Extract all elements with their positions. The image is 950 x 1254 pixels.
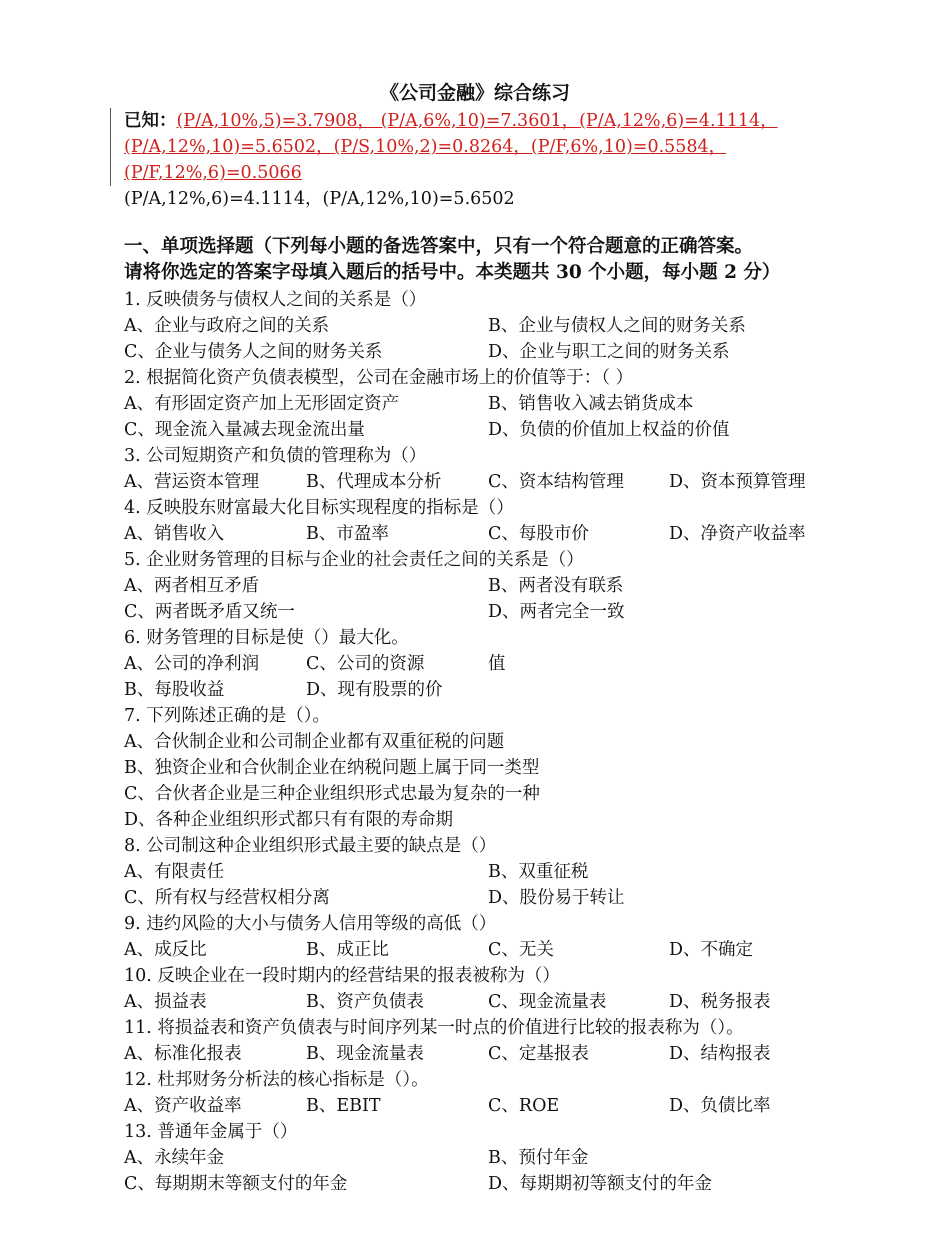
option-text: B、现金流量表 <box>306 1044 424 1064</box>
options-row <box>124 339 844 365</box>
option-text: C、每期期末等额支付的年金 <box>124 1174 348 1194</box>
option-text: C、现金流入量减去现金流出量 <box>124 420 365 440</box>
question-line <box>124 547 844 573</box>
option-text: A、永续年金 <box>124 1148 225 1168</box>
question-line <box>124 625 844 651</box>
options-row <box>124 521 844 547</box>
options-row <box>124 1145 844 1171</box>
option-text: 值 <box>488 654 506 674</box>
option-text: B、企业与债权人之间的财务关系 <box>488 316 746 336</box>
question-line <box>124 833 844 859</box>
option-text: B、双重征税 <box>488 862 589 882</box>
question-text: 7. 下列陈述正确的是（）。 <box>124 706 331 726</box>
option-text: D、资本预算管理 <box>669 472 806 492</box>
question-text: D、各种企业组织形式都只有有限的寿命期 <box>124 810 454 830</box>
options-row <box>124 313 844 339</box>
known-line-1 <box>124 108 824 134</box>
revision-change-bar <box>110 108 111 186</box>
known-red-text-2: (P/A,12%,10)=5.6502，(P/S,10%,2)=0.8264，(P/F,6%,10)=0.5584， <box>124 137 727 157</box>
option-text: A、公司的净利润 <box>124 654 260 674</box>
question-text: 10. 反映企业在一段时期内的经营结果的报表被称为（） <box>124 966 560 986</box>
option-text: A、有形固定资产加上无形固定资产 <box>124 394 400 414</box>
options-row <box>124 1171 844 1197</box>
option-text: C、企业与债务人之间的财务关系 <box>124 342 383 362</box>
option-text: A、两者相互矛盾 <box>124 576 260 596</box>
question-line <box>124 1015 844 1041</box>
option-text: B、两者没有联系 <box>488 576 624 596</box>
option-text: D、企业与职工之间的财务关系 <box>488 342 730 362</box>
question-line <box>124 755 844 781</box>
option-text: B、每股收益 <box>124 680 225 700</box>
options-row <box>124 885 844 911</box>
option-text: A、有限责任 <box>124 862 225 882</box>
question-line <box>124 1067 844 1093</box>
option-text: C、现金流量表 <box>488 992 607 1012</box>
option-text: C、定基报表 <box>488 1044 589 1064</box>
question-list <box>124 287 844 1197</box>
option-text: A、损益表 <box>124 992 207 1012</box>
option-text: D、股份易于转让 <box>488 888 625 908</box>
option-text: B、预付年金 <box>488 1148 589 1168</box>
options-row <box>124 1041 844 1067</box>
question-text: 1. 反映债务与债权人之间的关系是（） <box>124 290 427 310</box>
options-row <box>124 859 844 885</box>
option-text: A、成反比 <box>124 940 207 960</box>
options-row <box>124 573 844 599</box>
option-text: D、净资产收益率 <box>669 524 806 544</box>
option-text: B、EBIT <box>306 1096 381 1116</box>
question-line <box>124 365 844 391</box>
option-text: B、成正比 <box>306 940 389 960</box>
options-row <box>124 599 844 625</box>
option-text: D、负债的价值加上权益的价值 <box>488 420 730 440</box>
question-line <box>124 911 844 937</box>
option-text: B、销售收入减去销货成本 <box>488 394 694 414</box>
option-text: D、现有股票的价 <box>306 680 443 700</box>
question-line <box>124 1119 844 1145</box>
document-title: 《公司金融》综合练习 <box>379 82 570 104</box>
known-plain-line: (P/A,12%,6)=4.1114，(P/A,12%,10)=5.6502 <box>124 189 515 209</box>
section-heading <box>124 234 844 286</box>
question-line <box>124 729 844 755</box>
option-text: B、市盈率 <box>306 524 389 544</box>
option-text: A、营运资本管理 <box>124 472 260 492</box>
question-line <box>124 807 844 833</box>
option-text: D、负债比率 <box>669 1096 771 1116</box>
known-values-block <box>124 108 824 186</box>
option-text: D、税务报表 <box>669 992 771 1012</box>
options-row <box>124 677 844 703</box>
known-line-2 <box>124 134 824 160</box>
option-text: A、销售收入 <box>124 524 225 544</box>
option-text: C、两者既矛盾又统一 <box>124 602 295 622</box>
question-text: B、独资企业和合伙制企业在纳税问题上属于同一类型 <box>124 758 540 778</box>
question-text: 9. 违约风险的大小与债务人信用等级的高低（） <box>124 914 497 934</box>
options-row <box>124 937 844 963</box>
question-text: 6. 财务管理的目标是使（）最大化。 <box>124 628 409 648</box>
question-text: 3. 公司短期资产和负债的管理称为（） <box>124 446 427 466</box>
question-line <box>124 963 844 989</box>
question-text: C、合伙者企业是三种企业组织形式忠最为复杂的一种 <box>124 784 540 804</box>
option-text: B、代理成本分析 <box>306 472 442 492</box>
known-red-text-1: (P/A,10%,5)=3.7908， (P/A,6%,10)=7.3601，(P/A,12%,6)=4.1114， <box>176 111 778 131</box>
option-text: D、结构报表 <box>669 1044 771 1064</box>
question-line <box>124 443 844 469</box>
option-text: B、资产负债表 <box>306 992 424 1012</box>
known-line-3 <box>124 160 824 186</box>
options-row <box>124 417 844 443</box>
option-text: A、标准化报表 <box>124 1044 242 1064</box>
question-text: 11. 将损益表和资产负债表与时间序列某一时点的价值进行比较的报表称为（）。 <box>124 1018 744 1038</box>
options-row <box>124 1093 844 1119</box>
question-text: 5. 企业财务管理的目标与企业的社会责任之间的关系是（） <box>124 550 584 570</box>
option-text: D、每期期初等额支付的年金 <box>488 1174 713 1194</box>
options-row <box>124 989 844 1015</box>
question-text: 2. 根据简化资产负债表模型，公司在金融市场上的价值等于：（ ） <box>124 368 634 388</box>
section-heading-line-2: 请将你选定的答案字母填入题后的括号中。本类题共 30 个小题，每小题 2 分） <box>124 262 781 283</box>
option-text: C、ROE <box>488 1096 560 1116</box>
section-heading-line-1: 一、单项选择题（下列每小题的备选答案中，只有一个符合题意的正确答案。 <box>124 236 754 257</box>
options-row <box>124 651 844 677</box>
option-text: C、每股市价 <box>488 524 589 544</box>
question-text: 12. 杜邦财务分析法的核心指标是（）。 <box>124 1070 429 1090</box>
options-row <box>124 469 844 495</box>
option-text: D、两者完全一致 <box>488 602 625 622</box>
known-label: 已知： <box>124 111 177 131</box>
question-line <box>124 287 844 313</box>
question-text: 13. 普通年金属于（） <box>124 1122 298 1142</box>
question-text: A、合伙制企业和公司制企业都有双重征税的问题 <box>124 732 505 752</box>
options-row <box>124 391 844 417</box>
known-red-text-3: (P/F,12%,6)=0.5066 <box>124 163 302 183</box>
option-text: C、公司的资源 <box>306 654 425 674</box>
question-line <box>124 495 844 521</box>
option-text: D、不确定 <box>669 940 754 960</box>
option-text: C、资本结构管理 <box>488 472 624 492</box>
option-text: A、资产收益率 <box>124 1096 242 1116</box>
option-text: A、企业与政府之间的关系 <box>124 316 330 336</box>
option-text: C、无关 <box>488 940 554 960</box>
question-text: 8. 公司制这种企业组织形式最主要的缺点是（） <box>124 836 497 856</box>
question-text: 4. 反映股东财富最大化目标实现程度的指标是（） <box>124 498 514 518</box>
option-text: C、所有权与经营权相分离 <box>124 888 330 908</box>
question-line <box>124 703 844 729</box>
question-line <box>124 781 844 807</box>
